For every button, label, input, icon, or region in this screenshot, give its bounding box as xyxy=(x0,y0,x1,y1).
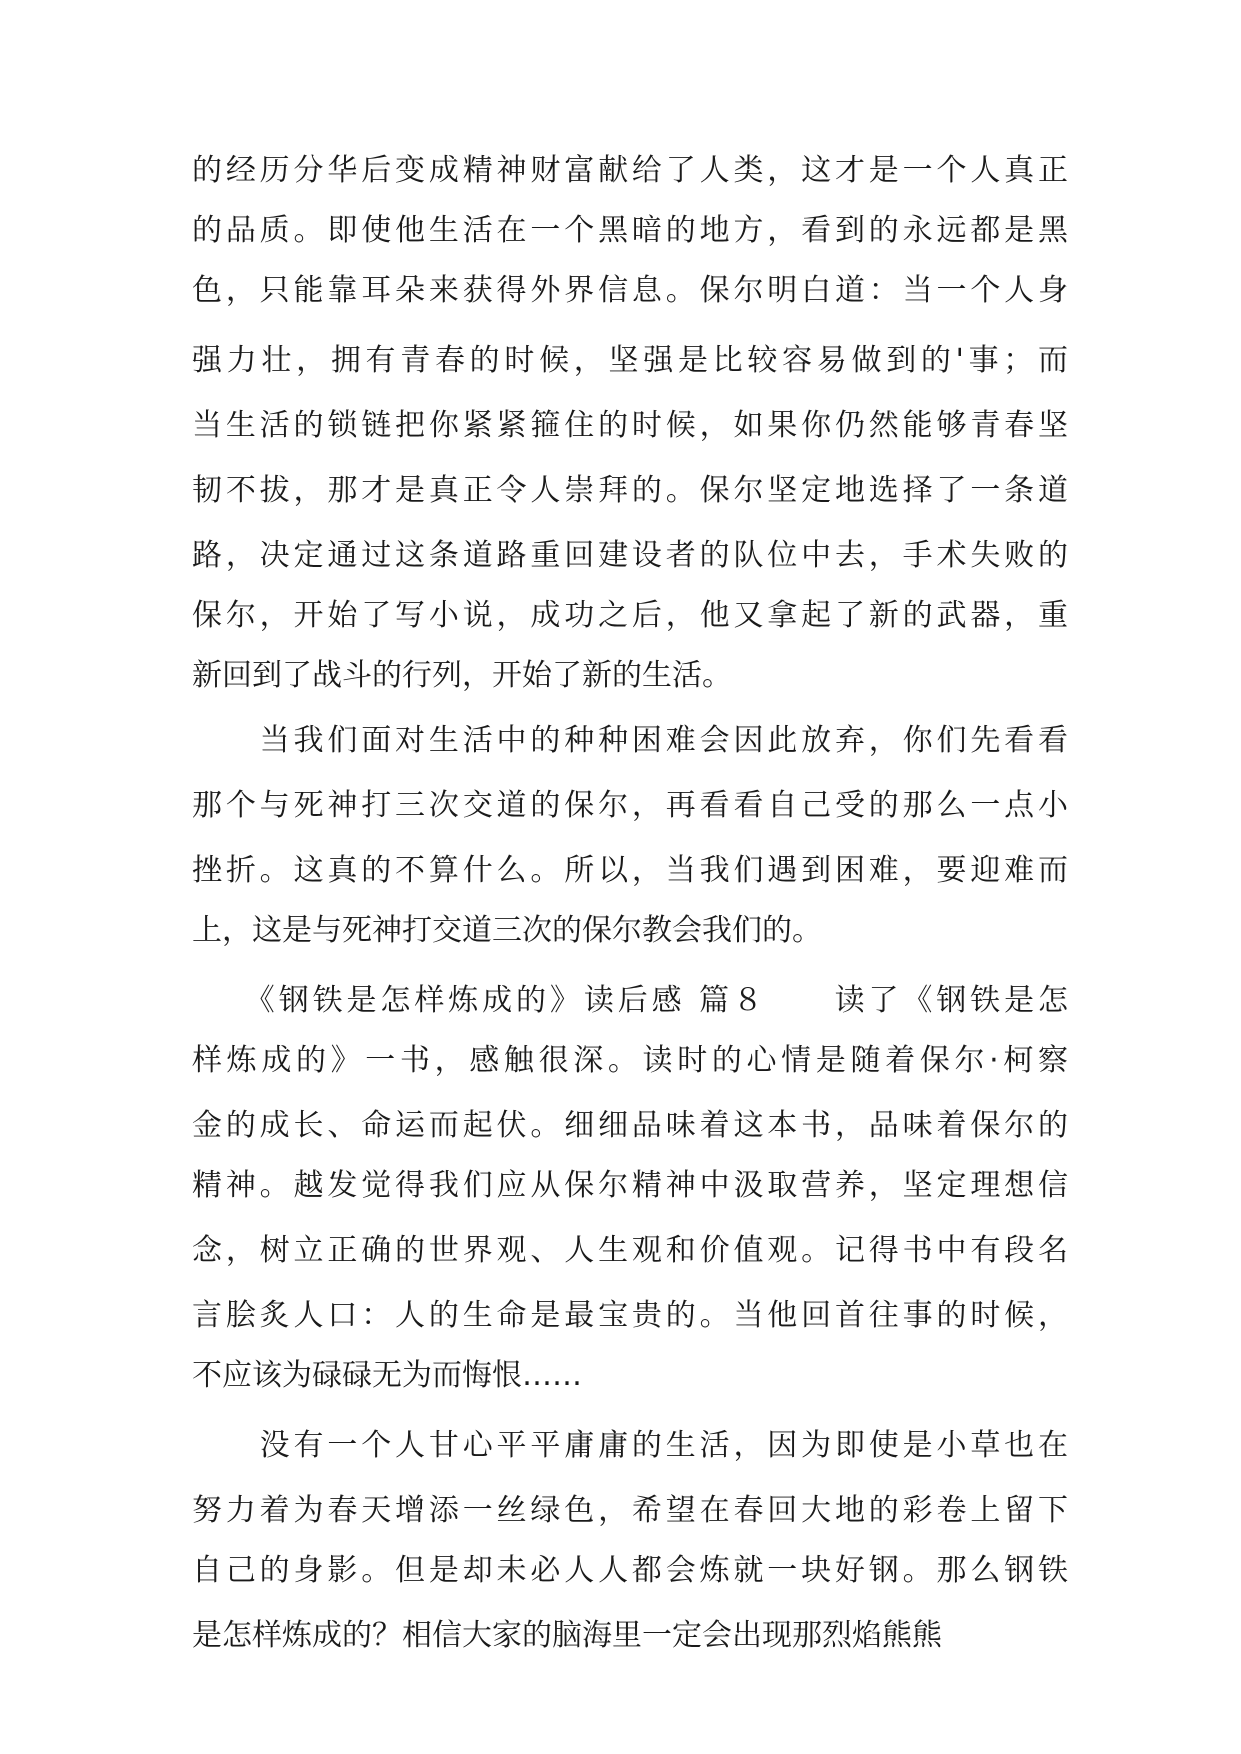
text-line: 的品质。即使他生活在一个黑暗的地方，看到的永远都是黑 xyxy=(192,213,1068,248)
paragraph-start-line: 没有一个人甘心平平庸庸的生活，因为即使是小草也在 xyxy=(192,1428,1068,1463)
text-line: 路，决定通过这条道路重回建设者的队位中去，手术失败的 xyxy=(192,538,1068,573)
text-line: 色，只能靠耳朵来获得外界信息。保尔明白道：当一个人身 xyxy=(192,273,1068,308)
text-line: 样炼成的》一书，感触很深。读时的心情是随着保尔·柯察 xyxy=(192,1043,1068,1078)
text-line: 那个与死神打三次交道的保尔，再看看自己受的那么一点小 xyxy=(192,788,1068,823)
paragraph-start-line: 当我们面对生活中的种种困难会因此放弃，你们先看看 xyxy=(192,723,1068,758)
text-line: 是怎样炼成的？相信大家的脑海里一定会出现那烈焰熊熊 xyxy=(192,1618,942,1653)
text-line: 的经历分华后变成精神财富献给了人类，这才是一个人真正 xyxy=(192,153,1068,188)
text-line: 言脍炙人口：人的生命是最宝贵的。当他回首往事的时候， xyxy=(192,1298,1068,1333)
text-line: 念，树立正确的世界观、人生观和价值观。记得书中有段名 xyxy=(192,1233,1068,1268)
text-line: 努力着为春天增添一丝绿色，希望在春回大地的彩卷上留下 xyxy=(192,1493,1068,1528)
text-line: 韧不拔，那才是真正令人崇拜的。保尔坚定地选择了一条道 xyxy=(192,473,1068,508)
section-heading-line: 《钢铁是怎样炼成的》读后感 篇８ 读了《钢铁是怎 xyxy=(192,983,1068,1018)
text-line: 当生活的锁链把你紧紧箍住的时候，如果你仍然能够青春坚 xyxy=(192,408,1068,443)
text-line: 新回到了战斗的行列，开始了新的生活。 xyxy=(192,658,732,693)
text-line: 不应该为碌碌无为而悔恨…… xyxy=(192,1358,582,1393)
text-line: 上，这是与死神打交道三次的保尔教会我们的。 xyxy=(192,913,822,948)
text-line: 自己的身影。但是却未必人人都会炼就一块好钢。那么钢铁 xyxy=(192,1553,1068,1588)
text-line: 精神。越发觉得我们应从保尔精神中汲取营养，坚定理想信 xyxy=(192,1168,1068,1203)
text-line: 挫折。这真的不算什么。所以，当我们遇到困难，要迎难而 xyxy=(192,853,1068,888)
text-line: 保尔，开始了写小说，成功之后，他又拿起了新的武器，重 xyxy=(192,598,1068,633)
text-line: 金的成长、命运而起伏。细细品味着这本书，品味着保尔的 xyxy=(192,1108,1068,1143)
text-line: 强力壮，拥有青春的时候，坚强是比较容易做到的'事；而 xyxy=(192,343,1068,378)
